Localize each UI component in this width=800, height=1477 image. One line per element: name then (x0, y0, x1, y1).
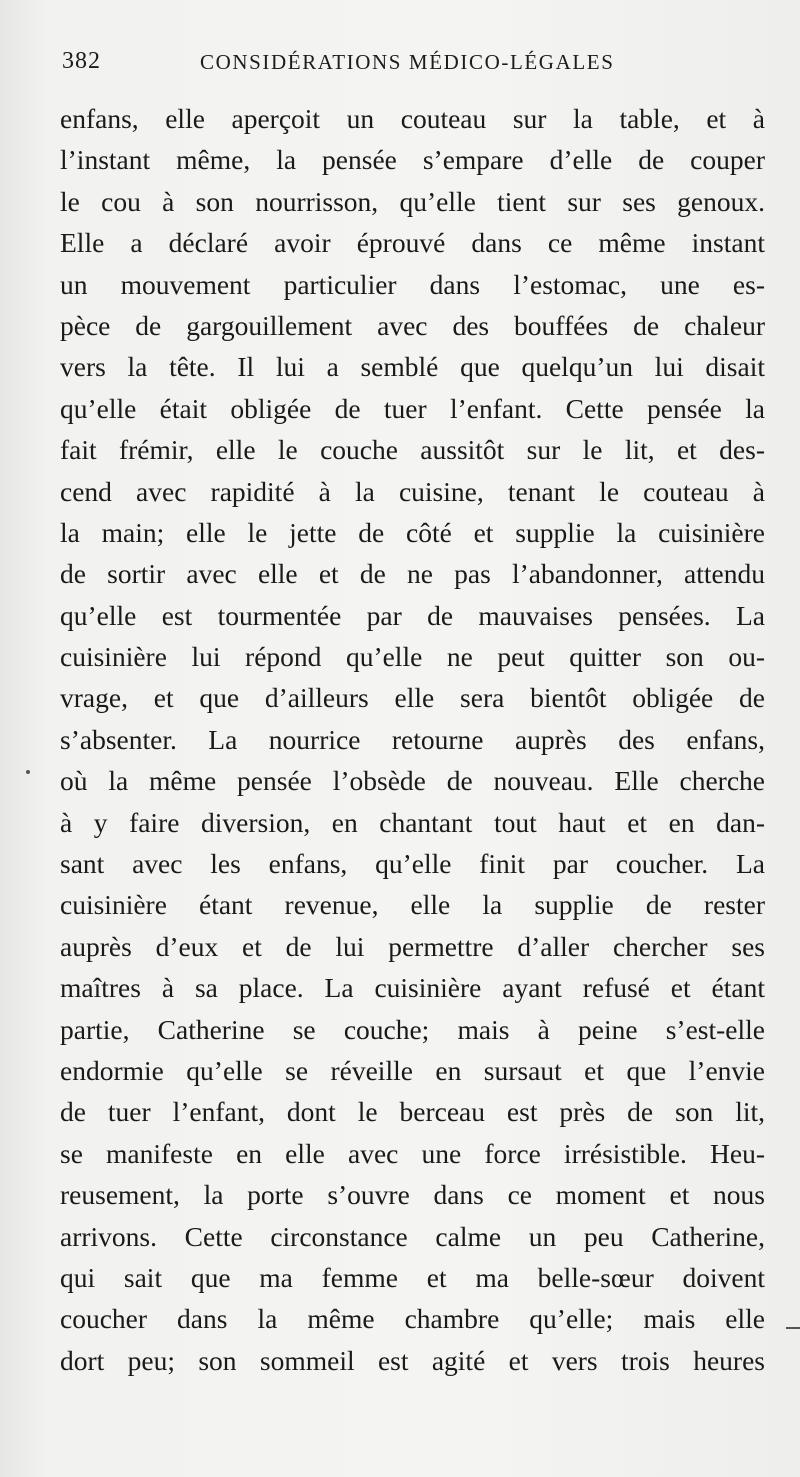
text-line: cend avec rapidité à la cuisine, tenant le couteau à (60, 475, 765, 507)
text-line: dort peu; son sommeil est agité et vers trois heures (60, 1344, 765, 1376)
text-line: qu’elle était obligée de tuer l’enfant. Cette pensée la (60, 392, 765, 424)
text-line: endormie qu’elle se réveille en sursaut et que l’envie (60, 1054, 765, 1086)
text-line: maîtres à sa place. La cuisinière ayant refusé et étant (60, 972, 765, 1004)
text-line: de sortir avec elle et de ne pas l’abandonner, attendu (60, 558, 765, 590)
text-line: vers la tête. Il lui a semblé que quelqu’un lui disait (60, 351, 765, 383)
text-line: vrage, et que d’ailleurs elle sera bientôt obligée de (60, 682, 765, 714)
text-line: coucher dans la même chambre qu’elle; mais elle (60, 1303, 765, 1335)
text-line: un mouvement particulier dans l’estomac, une es- (60, 268, 765, 300)
text-line: cuisinière lui répond qu’elle ne peut quitter son ou- (60, 641, 765, 673)
text-line: de tuer l’enfant, dont le berceau est près de son lit, (60, 1096, 765, 1128)
page-number: 382 (62, 48, 101, 74)
body-text (60, 98, 765, 1381)
text-line: qu’elle est tourmentée par de mauvaises pensées. La (60, 599, 765, 631)
text-line: partie, Catherine se couche; mais à peine s’est-elle (60, 1013, 765, 1045)
margin-speck (26, 770, 30, 774)
text-line: reusement, la porte s’ouvre dans ce moment et nous (60, 1179, 765, 1211)
text-line: où la même pensée l’obsède de nouveau. Elle cherche (60, 765, 765, 797)
running-head (60, 48, 760, 78)
text-line: la main; elle le jette de côté et supplie la cuisinière (60, 516, 765, 548)
text-line: auprès d’eux et de lui permettre d’aller chercher ses (60, 930, 765, 962)
text-line: à y faire diversion, en chantant tout haut et en dan- (60, 806, 765, 838)
text-line: pèce de gargouillement avec des bouffées de chaleur (60, 309, 765, 341)
text-line: le cou à son nourrisson, qu’elle tient sur ses genoux. (60, 185, 765, 217)
text-line: cuisinière étant revenue, elle la supplie de rester (60, 889, 765, 921)
text-line: arrivons. Cette circonstance calme un peu Catherine, (60, 1220, 765, 1252)
text-line: qui sait que ma femme et ma belle-sœur doivent (60, 1261, 765, 1293)
text-line: se manifeste en elle avec une force irrésistible. Heu- (60, 1137, 765, 1169)
text-line: sant avec les enfans, qu’elle finit par coucher. La (60, 848, 765, 880)
text-line: enfans, elle aperçoit un couteau sur la table, et à (60, 103, 765, 134)
text-line: Elle a déclaré avoir éprouvé dans ce même instant (60, 227, 765, 259)
text-line: l’instant même, la pensée s’empare d’elle de couper (60, 144, 765, 176)
running-title: CONSIDÉRATIONS MÉDICO-LÉGALES (200, 50, 615, 74)
text-line: s’absenter. La nourrice retourne auprès des enfans, (60, 723, 765, 755)
margin-dash (786, 1327, 800, 1329)
text-line: fait frémir, elle le couche aussitôt sur le lit, et des- (60, 434, 765, 466)
